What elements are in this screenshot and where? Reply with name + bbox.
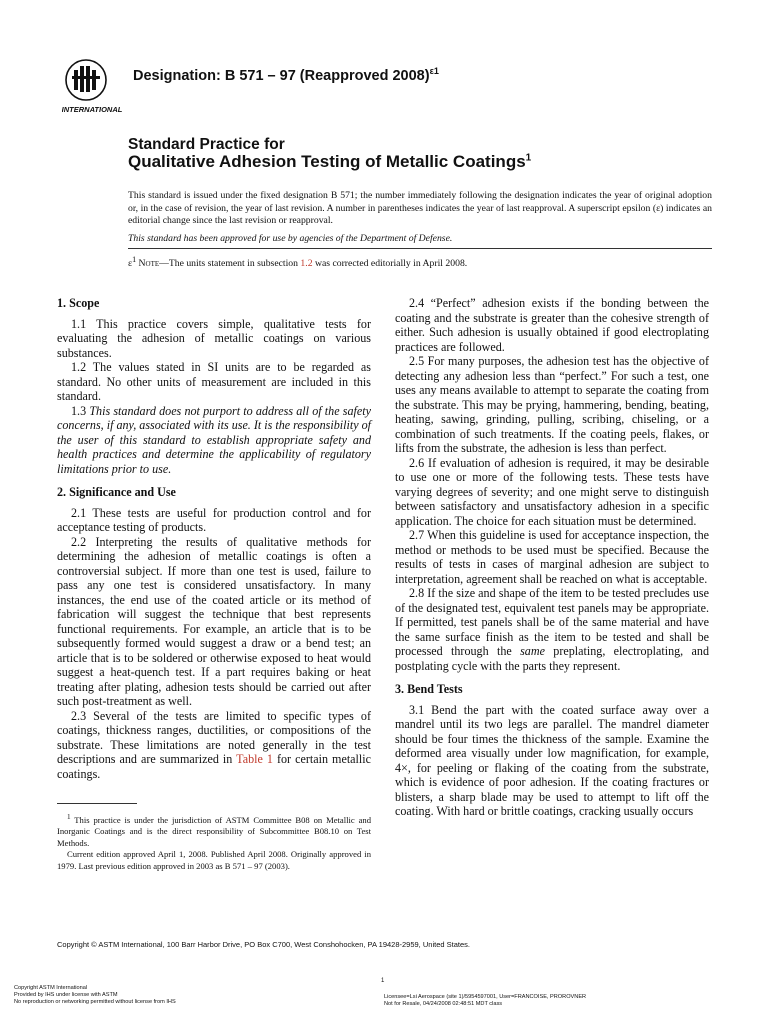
- designation-text: Designation: B 571 – 97 (Reapproved 2008): [133, 67, 430, 84]
- para-3-1: 3.1 Bend the part with the coated surface away over a mandrel until its two legs are parallel. The mandrel diameter should be four times the thickness of the sample. Examine the deformed area visually under low magnification, for example, 4×, for peeling or flaking of the coating from the substrate, which is evidence of poor adhesion. If the coating fractures or blisters, a sharp blade may be used to attempt to lift off the coating. With hard or brittle coatings, cracking usually occurs: [395, 702, 709, 818]
- license-left-3: No reproduction or networking permitted without license from IHS: [14, 999, 176, 1005]
- para-1-3: [57, 404, 371, 477]
- right-column: [395, 296, 709, 819]
- para-2-8: [395, 586, 709, 673]
- para-2-2: 2.2 Interpreting the results of qualitative methods for determining the adhesion of metallic coatings is often a controversial subject. If more than one test is used, failure to pass any one test is considered unsatisfactory. In many instances, the end use of the coated article or its method of fabrication will suggest the technique that best represents functional requirements. For example, an article that is to be subsequently formed would suggest a draw or a bend test; an article that is to be soldered or otherwise exposed to heat would suggest a heat-quench test. If a part requires baking or heat treating after plating, adhesion tests should be carried out after such post-treatment as well.: [57, 534, 371, 708]
- note-label: Note: [138, 258, 160, 270]
- dod-statement: This standard has been approved for use by agencies of the Department of Defense.: [128, 233, 453, 244]
- license-right-2: Not for Resale, 04/24/2008 02:48:51 MDT class: [384, 1001, 503, 1007]
- title-line-2: [128, 152, 531, 172]
- issued-statement: This standard is issued under the fixed designation B 571; the number immediately following the designation indicates the year of original adoption or, in the case of revision, the year of last revision. A number in parentheses indicates the year of last reapproval. A superscript epsilon (ε) indicates an editorial change since the last revision or reapproval.: [128, 190, 712, 226]
- designation: [133, 66, 439, 84]
- para-2-4: 2.4 “Perfect” adhesion exists if the bonding between the coating and the substrate is greater than the cohesive strength of either. Such adhesion is usually obtained if good electroplating practices are followed.: [395, 296, 709, 354]
- logo-text: INTERNATIONAL: [62, 105, 122, 114]
- header-divider: [128, 248, 712, 249]
- footnote-1-mark: 1: [67, 813, 71, 821]
- title-footnote-mark: 1: [525, 152, 532, 164]
- footnote-1: [57, 812, 371, 849]
- license-right: [384, 994, 586, 1008]
- para-2-1: 2.1 These tests are useful for production control and for acceptance testing of products.: [57, 505, 371, 534]
- para-2-6: 2.6 If evaluation of adhesion is required, it may be desirable to use one or more of the following tests. These tests have varying degrees of severity; and one might serve to distinguish between satisfactory and unsatisfactory adhesion in a specific application. The choice for each situation must be determined.: [395, 455, 709, 528]
- significance-heading: 2. Significance and Use: [57, 485, 176, 499]
- para-2-3-pre: 2.3 Several of the tests are limited to specific types of coatings, thickness ranges, ductilities, or compositions of the substrate. These limitations are noted generally in the test descriptions and are summarized in: [57, 708, 371, 766]
- para-2-7: 2.7 When this guideline is used for acceptance inspection, the method or methods to be used must be specified. Because the results of tests in cases of marginal adhesion are subject to interpretation, agreement shall be reached on what is acceptable.: [395, 528, 709, 586]
- footnote-2: Current edition approved April 1, 2008. Published April 2008. Originally approved in 1979. Last previous edition approved in 2003 as B 571 – 97 (2003).: [57, 849, 371, 871]
- copyright-line: Copyright © ASTM International, 100 Barr Harbor Drive, PO Box C700, West Conshohocken, PA 19428-2959, United States.: [57, 940, 470, 949]
- editorial-note: [128, 255, 467, 269]
- footnote-1-text: This practice is under the jurisdiction of ASTM Committee B08 on Metallic and Inorganic Coatings and is the direct responsibility of Subcommittee B08.10 on Test Methods.: [57, 814, 371, 848]
- scope-heading: 1. Scope: [57, 296, 100, 310]
- para-2-8-post: preplating, electroplating, and postplating cycle with the parts they represent.: [395, 644, 709, 673]
- note-link-1-2[interactable]: 1.2: [300, 258, 313, 270]
- title-line-1: Standard Practice for: [128, 136, 285, 153]
- license-left-2: Provided by IHS under license with ASTM: [14, 992, 118, 998]
- para-2-3-post: for certain metallic coatings.: [57, 752, 371, 781]
- note-pre: —The units statement in subsection: [159, 258, 301, 270]
- note-post: was corrected editorially in April 2008.: [312, 258, 468, 270]
- designation-epsilon: ε1: [429, 66, 439, 76]
- para-1-3-num: 1.3: [71, 403, 90, 418]
- footnote-rule: [57, 803, 137, 804]
- license-right-1: Licensee=Lsi Aerospace (site 1)/5954597001, User=FRANCOISE, PROROVNER: [384, 994, 587, 1000]
- footnotes: [57, 812, 371, 872]
- para-2-8-pre: 2.8 If the size and shape of the item to be tested precludes use of the designated test, equivalent test panels may be appropriate. If permitted, test panels shall be of the same material and have the same surface finish as the item to be tested and shall be processed through the: [395, 586, 709, 658]
- para-2-3: [57, 709, 371, 782]
- para-2-5: 2.5 For many purposes, the adhesion test has the objective of detecting any adhesion less than “perfect.” For such a test, one uses any means available to attempt to separate the coating from the substrate. This may be prying, hammering, bending, beating, heating, sawing, grinding, pulling, scribing, chiseling, or a combination of such treatments. If the coating peels, flakes, or lifts from the substrate, the adhesion is less than perfect.: [395, 354, 709, 455]
- para-1-2: 1.2 The values stated in SI units are to be regarded as standard. No other units of measurement are included in this standard.: [57, 360, 371, 403]
- license-left: [14, 985, 176, 1006]
- note-epsilon: ε: [128, 258, 133, 270]
- note-epsilon-sup: 1: [132, 255, 137, 264]
- para-1-3-text: This standard does not purport to address all of the safety concerns, if any, associated with its use. It is the responsibility of the user of this standard to establish appropriate safety and health practices and determine the applicability of regulatory limitations prior to use.: [57, 403, 371, 476]
- page-number: 1: [381, 978, 385, 984]
- table-1-link[interactable]: Table 1: [236, 752, 273, 766]
- license-left-1: Copyright ASTM International: [14, 985, 88, 991]
- title-text: Qualitative Adhesion Testing of Metallic Coatings: [128, 152, 526, 171]
- left-column: [57, 296, 371, 781]
- para-2-8-same: same: [520, 644, 545, 658]
- para-1-1: 1.1 This practice covers simple, qualitative tests for evaluating the adhesion of metallic coatings on various substances.: [57, 316, 371, 360]
- bend-tests-heading: 3. Bend Tests: [395, 682, 463, 696]
- astm-logo: [62, 58, 122, 116]
